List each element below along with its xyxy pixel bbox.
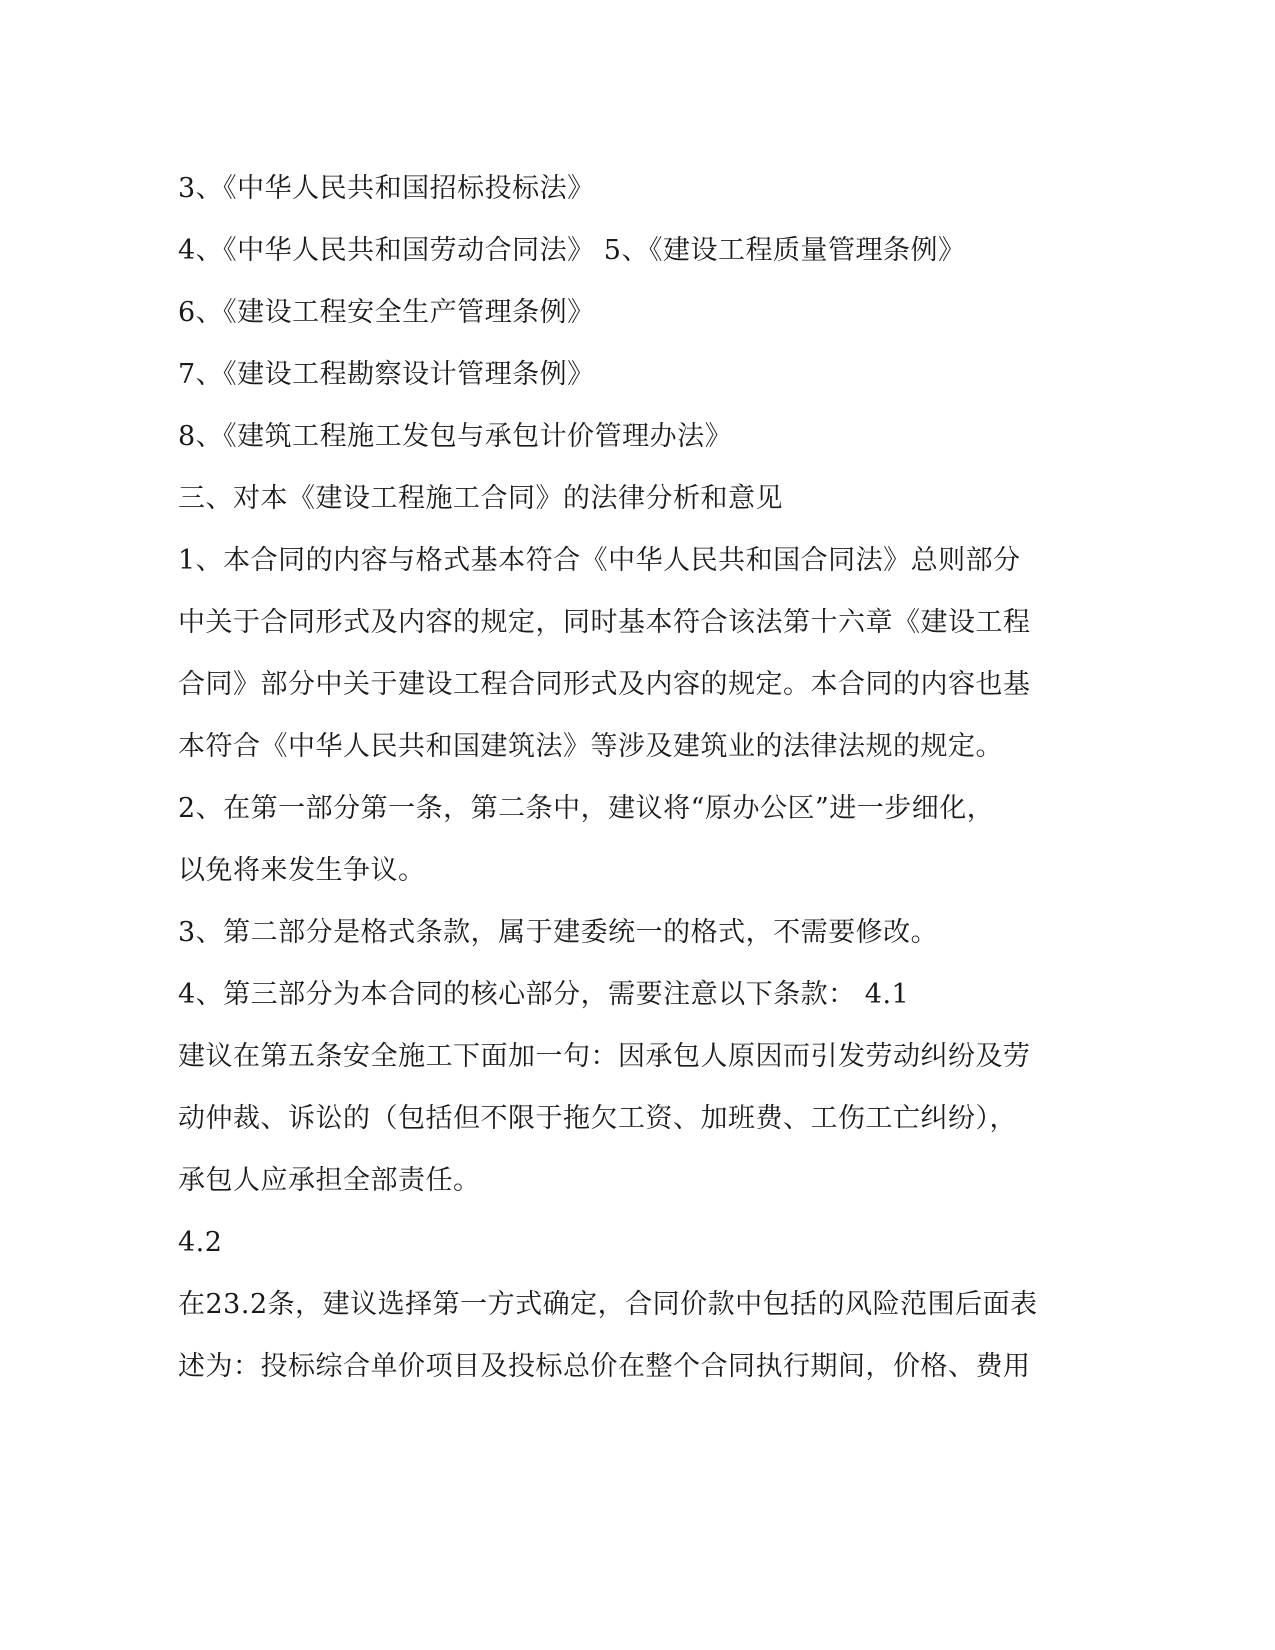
- document-body: [178, 158, 1048, 1398]
- text-line: 在23.2条，建议选择第一方式确定，合同价款中包括的风险范围后面表: [178, 1289, 1038, 1320]
- text-line: 8、《建筑工程施工发包与承包计价管理办法》: [178, 421, 733, 452]
- text-line: 4.2: [178, 1227, 223, 1258]
- text-line: 中关于合同形式及内容的规定，同时基本符合该法第十六章《建设工程: [178, 607, 1031, 638]
- text-line: 3、《中华人民共和国招标投标法》: [178, 173, 595, 204]
- section-heading: 三、对本《建设工程施工合同》的法律分析和意见: [178, 483, 783, 514]
- text-line: 3、第二部分是格式条款，属于建委统一的格式，不需要修改。: [178, 917, 939, 948]
- text-line: 4、《中华人民共和国劳动合同法》 5、《建设工程质量管理条例》: [178, 235, 966, 266]
- text-line: 4、第三部分为本合同的核心部分，需要注意以下条款： 4.1: [178, 979, 910, 1010]
- text-line: 2、在第一部分第一条，第二条中，建议将“原办公区”进一步细化，: [178, 793, 995, 824]
- text-line: 承包人应承担全部责任。: [178, 1165, 481, 1196]
- text-line: 以免将来发生争议。: [178, 855, 426, 886]
- text-line: 6、《建设工程安全生产管理条例》: [178, 297, 595, 328]
- text-line: 述为：投标综合单价项目及投标总价在整个合同执行期间，价格、费用: [178, 1351, 1031, 1382]
- text-line: 1、本合同的内容与格式基本符合《中华人民共和国合同法》总则部分: [178, 545, 1021, 576]
- text-line: 本符合《中华人民共和国建筑法》等涉及建筑业的法律法规的规定。: [178, 731, 1003, 762]
- text-line: 合同》部分中关于建设工程合同形式及内容的规定。本合同的内容也基: [178, 669, 1031, 700]
- text-line: 动仲裁、诉讼的（包括但不限于拖欠工资、加班费、工伤工亡纠纷），: [178, 1103, 1017, 1134]
- text-line: 7、《建设工程勘察设计管理条例》: [178, 359, 595, 390]
- text-line: 建议在第五条安全施工下面加一句：因承包人原因而引发劳动纠纷及劳: [178, 1041, 1031, 1072]
